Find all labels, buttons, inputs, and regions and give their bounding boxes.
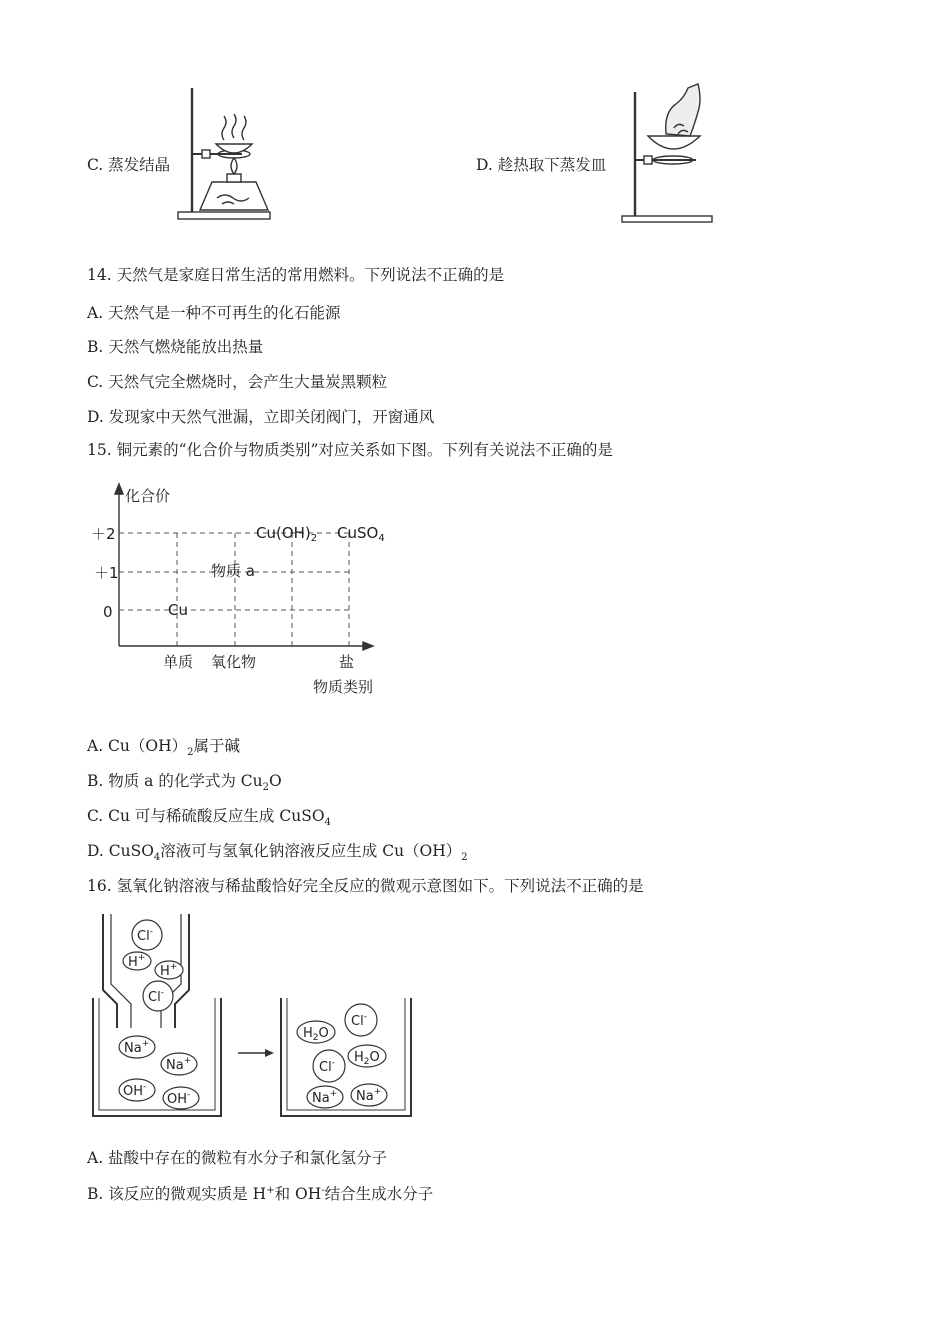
cl-ion-1: [132, 920, 162, 950]
q16-stem: 16. 氢氧化钠溶液与稀盐酸恰好完全反应的微观示意图如下。下列说法不正确的是: [87, 877, 644, 895]
q14-option-b: B. 天然气燃烧能放出热量: [87, 338, 264, 356]
oh-ion-2: [163, 1087, 199, 1109]
x-tick-salt: 盐: [339, 653, 355, 671]
na-ion-4: [351, 1084, 387, 1106]
cl-ion-2: [143, 981, 173, 1011]
q13-option-d-label: D. 趁热取下蒸发皿: [476, 156, 607, 174]
q13-option-c-label: C. 蒸发结晶: [87, 156, 171, 174]
y-tick-plus1: ＋1: [94, 564, 119, 582]
y-tick-zero: 0: [103, 603, 113, 621]
q16-option-b: B. 该反应的微观实质是 H+和 OH-结合生成水分子: [87, 1185, 434, 1204]
q15-option-c: C. Cu 可与稀硫酸反应生成 CuSO$_4$: [87, 807, 331, 829]
x-axis-label: 物质类别: [313, 678, 374, 696]
oh-ion-1: [119, 1079, 155, 1101]
q15-option-b: B. 物质 a 的化学式为 $Cu_2O$: [87, 772, 282, 794]
svg-text:Na+: Na+: [312, 1089, 338, 1106]
q14-option-a: A. 天然气是一种不可再生的化石能源: [87, 304, 341, 322]
svg-text:Na+: Na+: [166, 1056, 192, 1073]
reaction-arrow-head: [265, 1049, 274, 1057]
point-cu: Cu: [168, 601, 188, 619]
x-tick-elemental: 单质: [163, 653, 194, 671]
svg-text:Cl-: Cl-: [137, 927, 153, 944]
na-ion-1: [119, 1036, 155, 1058]
cl-ion-3: [345, 1004, 377, 1036]
q14-stem: 14. 天然气是家庭日常生活的常用燃料。下列说法不正确的是: [87, 266, 505, 284]
q16-option-a: A. 盐酸中存在的微粒有水分子和氯化氢分子: [87, 1149, 388, 1167]
svg-text:OH-: OH-: [123, 1082, 147, 1099]
svg-text:Na+: Na+: [356, 1087, 382, 1104]
y-axis-arrow: [115, 484, 123, 494]
water-molecule-2: [348, 1045, 386, 1067]
h-ion-2: [155, 961, 183, 979]
q15-option-d: D. CuSO$_4$溶液可与氢氧化钠溶液反应生成 $Cu(OH)_2$: [87, 842, 468, 864]
point-cuso4: CuSO$_4$: [337, 524, 385, 544]
evaporation-apparatus-illustration: [172, 82, 277, 225]
na-ion-2: [161, 1053, 197, 1075]
left-beaker: [93, 998, 221, 1116]
burette-inner-left: [111, 914, 131, 1028]
q15-option-a: A. $Cu(OH)_2$属于碱: [87, 737, 241, 759]
svg-text:Cl-: Cl-: [148, 988, 164, 1005]
na-ion-3: [307, 1086, 343, 1108]
q15-stem: 15. 铜元素的“化合价与物质类别”对应关系如下图。下列有关说法不正确的是: [87, 441, 613, 459]
svg-text:H+: H+: [128, 953, 146, 970]
svg-text:H2O: $H_2O$: [303, 1026, 329, 1043]
svg-text:Cl-: Cl-: [319, 1058, 335, 1075]
x-tick-oxide: 氧化物: [211, 653, 257, 671]
burette-left-wall: [103, 914, 117, 1028]
q14-option-d: D. 发现家中天然气泄漏，立即关闭阀门，开窗通风: [87, 408, 435, 426]
svg-text:Na+: Na+: [124, 1039, 150, 1056]
cl-ion-4: [313, 1050, 345, 1082]
svg-text:H+: H+: [160, 962, 178, 979]
h-ion-1: [123, 952, 151, 970]
x-axis-arrow: [363, 642, 373, 650]
svg-text:H2O: $H_2O$: [354, 1050, 380, 1067]
svg-text:Cl-: Cl-: [351, 1012, 367, 1029]
q14-option-c: C. 天然气完全燃烧时，会产生大量炭黑颗粒: [87, 373, 388, 391]
water-molecule-1: [297, 1021, 335, 1043]
svg-text:OH-: OH-: [167, 1090, 191, 1107]
point-substance-a: 物质 a: [211, 562, 255, 580]
neutralization-micro-diagram: [85, 910, 420, 1122]
y-axis-label: 化合价: [125, 487, 171, 505]
valence-category-chart: [85, 478, 405, 703]
remove-evaporating-dish-illustration: [618, 82, 718, 230]
y-tick-plus2: ＋2: [91, 525, 116, 543]
point-cuoh2: $Cu(OH)_2$: [256, 524, 318, 544]
